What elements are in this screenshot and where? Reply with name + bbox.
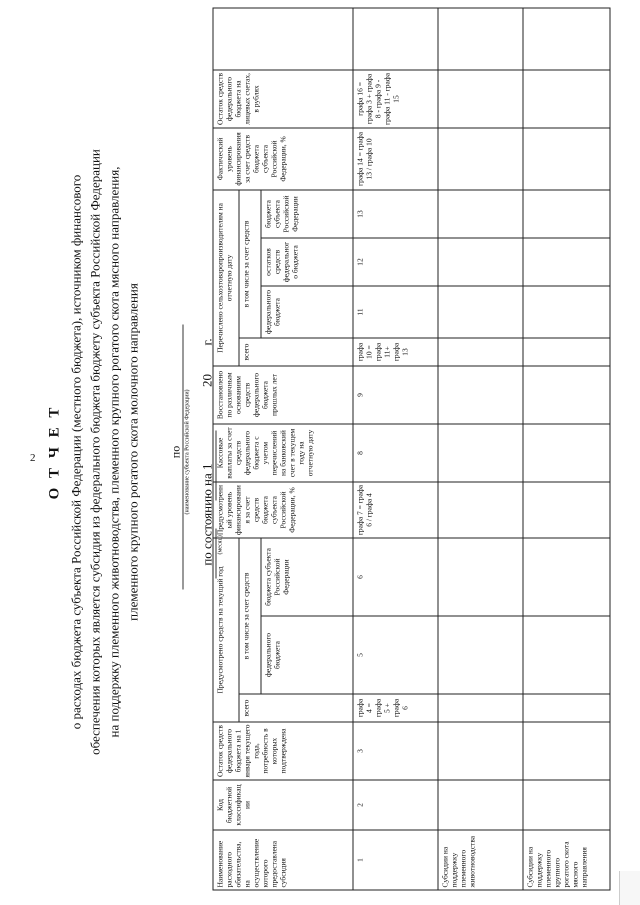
col-number: 8 [352, 424, 437, 482]
formula-cell: графа 7 = графа 6 / графа 4 [352, 482, 437, 538]
year-suffix: г. [199, 338, 214, 346]
table-cell [437, 338, 522, 366]
table-cell [522, 286, 609, 338]
row-label: Субсидии на поддержку племенного животноводства [437, 830, 522, 890]
date-day: 1 [199, 463, 214, 470]
subject-underline [182, 325, 183, 590]
table-cell [522, 366, 609, 424]
header-empty [213, 8, 353, 70]
header-transfer-subj: бюджета субъекта Российской Федерации [260, 190, 352, 238]
table-cell [522, 338, 609, 366]
page-number: 2 [30, 452, 36, 464]
header-transfer-group: Перечислено сельхозтоваропроизводителям на отчетную дату [213, 190, 239, 366]
header-cash-payments: Кассовые выплаты за счет средств федерального бюджета с учетом перечислений на банковский счет в текущем году на отчетную дату [213, 424, 353, 482]
col-number: 3 [352, 722, 437, 780]
formula-cell: графа 14 = графа 13 / графа 10 [352, 128, 437, 190]
formula-cell: графа 10 = графа 11+ графа 13 [352, 338, 437, 366]
header-actual-level: Фактический уровень финансирования за счет средств бюджета субъекта Российской Федерации, % [213, 128, 353, 190]
header-planned-group: Предусмотрено средств на текущий год [213, 538, 239, 722]
table-cell [522, 190, 609, 238]
report-title: О Т Ч Е Т [46, 404, 62, 500]
col-number: 9 [352, 366, 437, 424]
table-cell [437, 286, 522, 338]
table-cell [437, 722, 522, 780]
table-cell [522, 780, 609, 830]
header-transfer-total: всего [239, 338, 352, 366]
binder-clip [619, 871, 640, 905]
table-cell [437, 694, 522, 722]
date-prefix: по состоянию на [199, 473, 214, 566]
report-heading [0, 0, 233, 905]
header-restored: Восстановлено по различным основаниям средств федерального бюджета прошлых лет [213, 366, 353, 424]
table-cell [522, 694, 609, 722]
table-cell [437, 238, 522, 286]
formula-cell: графа 4 = графа 5 + графа 6 [352, 694, 437, 722]
table-cell [522, 722, 609, 780]
table-cell [522, 238, 609, 286]
table-cell [437, 8, 522, 70]
table-cell [522, 538, 609, 616]
month-hint: (месяц) [217, 535, 223, 555]
header-account-remainder: Остаток средств федерального бюджета на лицевых счетах, в рублях [213, 70, 353, 128]
table-cell [437, 538, 522, 616]
header-planned-fed: федерального бюджета [260, 616, 352, 694]
table-cell [522, 482, 609, 538]
formula-cell: графа 16 = графа 3 + графа 8 - графа 9 - графа 11 - графа 15 [352, 70, 437, 128]
header-planned-level: Предусмотренный уровень финансирования за счет средств бюджета субъекта Российской Федерации, % [213, 482, 353, 538]
header-transfer-rest: остатков средств федерального бюджета [260, 238, 352, 286]
header-obligation: Наименование расходного обязательства, на осуществление которого предоставлена субсидия [213, 830, 353, 890]
table-cell [437, 616, 522, 694]
row-label: Субсидии на поддержку племенного крупного рогатого скота мясного направления [522, 830, 609, 890]
table-cell [522, 8, 609, 70]
table-cell [522, 424, 609, 482]
table-cell [437, 424, 522, 482]
heading-line-1: о расходах бюджета субъекта Российской Федерации (местного бюджета), источником финансового [68, 174, 83, 730]
heading-line-3: на поддержку племенного животноводства, племенного крупного рогатого скота мясного направления, [106, 166, 121, 738]
subject-prefix: по [168, 445, 182, 459]
header-transfer-fed: федерального бюджета [260, 286, 352, 338]
col-number: 2 [352, 780, 437, 830]
table-cell [437, 190, 522, 238]
year-prefix: 20 [199, 373, 214, 387]
empty-cell [352, 8, 437, 70]
header-planned-incl: в том числе за счет средств [239, 538, 261, 694]
col-number: 13 [352, 190, 437, 238]
heading-line-4: племенного крупного рогатого скота молочного направления [125, 283, 140, 621]
heading-line-2: обеспечения которых является субсидия из федерального бюджета бюджету субъекта Российской Федерации [87, 149, 102, 755]
table-cell [437, 128, 522, 190]
header-bk-code: Код бюджетной классификации [213, 780, 353, 830]
subject-hint: (наименование субъекта Российской Федерации) [184, 389, 190, 515]
header-planned-total: всего [239, 694, 352, 722]
header-planned-subj: бюджета субъекта Российской Федерации [260, 538, 352, 616]
header-remainder: Остаток средств федерального бюджета на 1 января текущего года, потребность в которых подтверждена [213, 722, 353, 780]
table-cell [437, 70, 522, 128]
table-cell [437, 780, 522, 830]
table-cell [437, 482, 522, 538]
col-number: 11 [352, 286, 437, 338]
table-cell [522, 128, 609, 190]
report-table [212, 7, 610, 890]
col-number: 12 [352, 238, 437, 286]
col-number: 1 [352, 830, 437, 890]
table-cell [437, 366, 522, 424]
col-number: 6 [352, 538, 437, 616]
table-cell [522, 616, 609, 694]
header-transfer-incl: в том числе за счет средств [239, 190, 261, 338]
subject-line [168, 0, 183, 905]
col-number: 5 [352, 616, 437, 694]
table-cell [522, 70, 609, 128]
